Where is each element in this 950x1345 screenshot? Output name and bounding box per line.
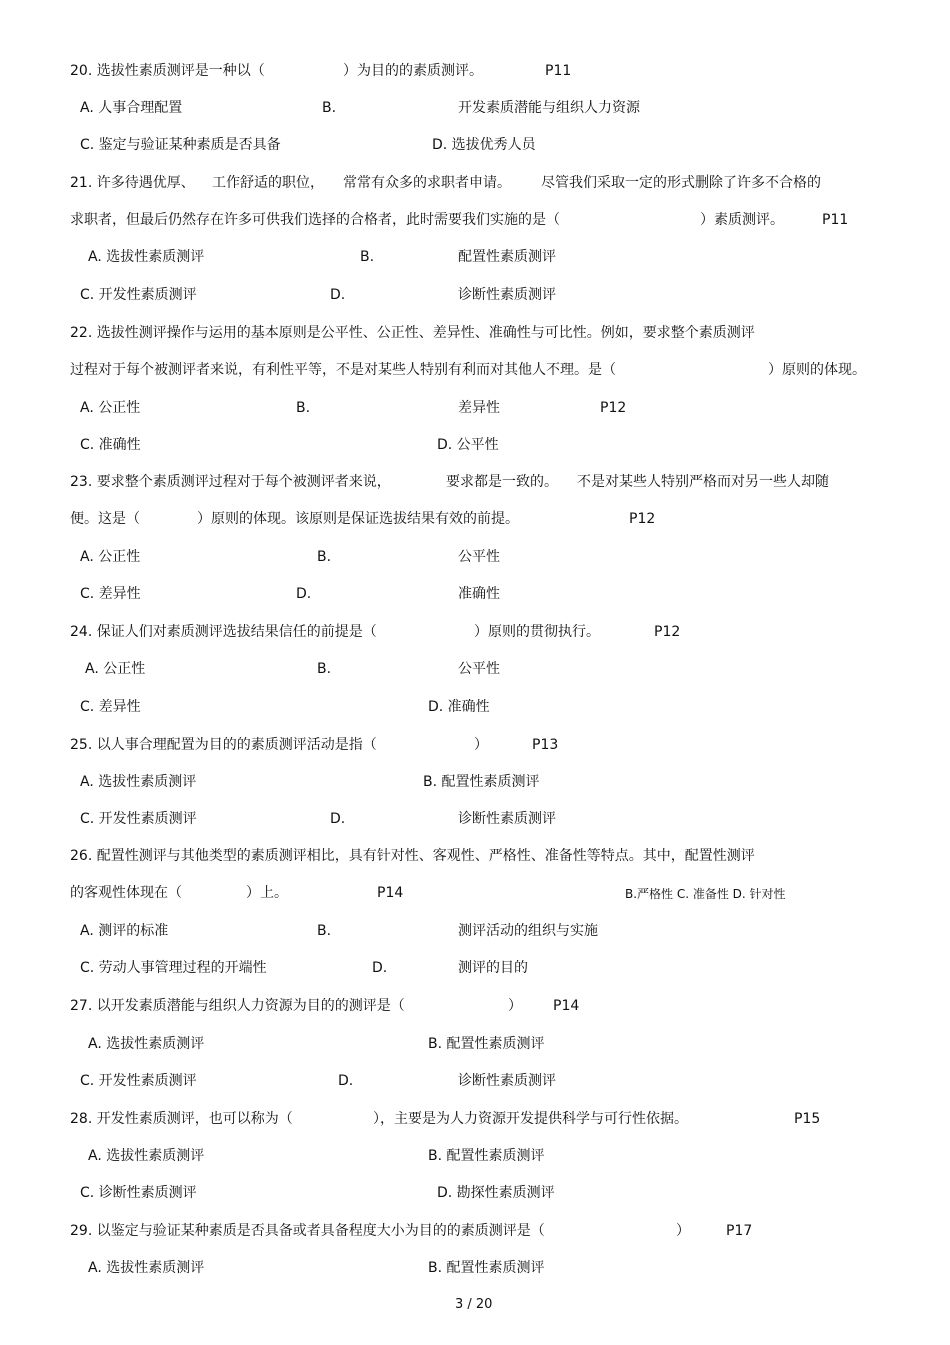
question-26-side-note: B.严格性 C. 准备性 D. 针对性 bbox=[625, 887, 786, 901]
question-26-option-d-label: D. bbox=[372, 960, 388, 976]
question-23-option-d: 准确性 bbox=[458, 586, 500, 602]
question-22-option-c: C. 准确性 bbox=[80, 437, 141, 453]
question-24-option-b-label: B. bbox=[317, 661, 332, 677]
question-29-stem-end: ） bbox=[676, 1223, 690, 1239]
question-28-option-b: B. 配置性素质测评 bbox=[428, 1148, 545, 1164]
question-22-stem-line2-end: ）原则的体现。 bbox=[768, 362, 866, 378]
question-23-stem-line2-end: ）原则的体现。该原则是保证选拔结果有效的前提。 bbox=[197, 511, 519, 527]
question-20-stem-end: ）为目的的素质测评。 bbox=[343, 63, 483, 79]
question-23-stem-line2: 便。这是（ bbox=[70, 511, 140, 527]
question-20-page-ref: P11 bbox=[545, 63, 572, 79]
question-21-stem-part1: 21. 许多待遇优厚、 bbox=[70, 175, 195, 191]
question-25-page-ref: P13 bbox=[532, 737, 559, 753]
question-21-stem-line2-end: ）素质测评。 bbox=[700, 212, 784, 228]
question-22-option-d: D. 公平性 bbox=[437, 437, 499, 453]
question-26-stem-line2: 的客观性体现在（ bbox=[70, 885, 182, 901]
question-23-page-ref: P12 bbox=[629, 511, 656, 527]
question-25-stem-end: ） bbox=[474, 737, 488, 753]
question-20-stem: 20. 选拔性素质测评是一种以（ bbox=[70, 63, 265, 79]
question-28-option-c: C. 诊断性素质测评 bbox=[80, 1185, 197, 1201]
question-26-option-a: A. 测评的标准 bbox=[80, 923, 169, 939]
question-27-option-d-label: D. bbox=[338, 1073, 354, 1089]
question-26-option-c: C. 劳动人事管理过程的开端性 bbox=[80, 960, 267, 976]
question-26-stem: 26. 配置性测评与其他类型的素质测评相比，具有针对性、客观性、严格性、准备性等特点。其中，配置性测评 bbox=[70, 848, 755, 864]
question-23-option-b: 公平性 bbox=[458, 549, 500, 565]
question-29-page-ref: P17 bbox=[726, 1223, 753, 1239]
question-27-option-d: 诊断性素质测评 bbox=[458, 1073, 556, 1089]
question-29-option-a: A. 选拔性素质测评 bbox=[88, 1260, 205, 1276]
question-22-stem-line2: 过程对于每个被测评者来说，有利性平等，不是对某些人特别有利而对其他人不理。是（ bbox=[70, 362, 616, 378]
question-27-stem-end: ） bbox=[508, 998, 522, 1014]
question-23-option-d-label: D. bbox=[296, 586, 312, 602]
question-26-option-b-label: B. bbox=[317, 923, 332, 939]
question-24-option-d: D. 准确性 bbox=[428, 699, 490, 715]
question-29-option-b: B. 配置性素质测评 bbox=[428, 1260, 545, 1276]
question-21-stem-part4: 尽管我们采取一定的形式删除了许多不合格的 bbox=[541, 175, 821, 191]
question-28-stem-end: ），主要是为人力资源开发提供科学与可行性依据。 bbox=[373, 1111, 688, 1127]
question-23-stem-part2: 要求都是一致的。 bbox=[446, 474, 558, 490]
question-24-stem-end: ）原则的贯彻执行。 bbox=[474, 624, 600, 640]
question-25-option-b: B. 配置性素质测评 bbox=[423, 774, 540, 790]
question-27-option-c: C. 开发性素质测评 bbox=[80, 1073, 197, 1089]
question-27-option-a: A. 选拔性素质测评 bbox=[88, 1036, 205, 1052]
question-23-option-c: C. 差异性 bbox=[80, 586, 141, 602]
question-25-option-d: 诊断性素质测评 bbox=[458, 811, 556, 827]
question-24-option-c: C. 差异性 bbox=[80, 699, 141, 715]
question-28-stem: 28. 开发性素质测评，也可以称为（ bbox=[70, 1111, 293, 1127]
question-22-page-ref: P12 bbox=[600, 400, 627, 416]
question-20-option-d: D. 选拔优秀人员 bbox=[432, 137, 536, 153]
question-23-stem-part3: 不是对某些人特别严格而对另一些人却随 bbox=[577, 474, 829, 490]
question-28-option-a: A. 选拔性素质测评 bbox=[88, 1148, 205, 1164]
question-26-stem-line2-end: ）上。 bbox=[246, 885, 288, 901]
question-24-option-a: A. 公正性 bbox=[85, 661, 146, 677]
question-23-option-b-label: B. bbox=[317, 549, 332, 565]
question-21-stem-line2: 求职者，但最后仍然存在许多可供我们选择的合格者，此时需要我们实施的是（ bbox=[70, 212, 560, 228]
question-20-option-b-label: B. bbox=[322, 100, 337, 116]
question-22-stem: 22. 选拔性测评操作与运用的基本原则是公平性、公正性、差异性、准确性与可比性。例如，要求整个素质测评 bbox=[70, 325, 755, 341]
question-25-option-d-label: D. bbox=[330, 811, 346, 827]
question-24-page-ref: P12 bbox=[654, 624, 681, 640]
question-21-option-c: C. 开发性素质测评 bbox=[80, 287, 197, 303]
question-21-option-b-label: B. bbox=[360, 249, 375, 265]
question-20-option-b: 开发素质潜能与组织人力资源 bbox=[458, 100, 640, 116]
question-27-page-ref: P14 bbox=[553, 998, 580, 1014]
question-28-page-ref: P15 bbox=[794, 1111, 821, 1127]
question-21-page-ref: P11 bbox=[822, 212, 849, 228]
question-21-option-b: 配置性素质测评 bbox=[458, 249, 556, 265]
question-23-stem-part1: 23. 要求整个素质测评过程对于每个被测评者来说， bbox=[70, 474, 391, 490]
question-26-option-b: 测评活动的组织与实施 bbox=[458, 923, 598, 939]
question-21-option-d-label: D. bbox=[330, 287, 346, 303]
question-22-option-a: A. 公正性 bbox=[80, 400, 141, 416]
question-25-option-c: C. 开发性素质测评 bbox=[80, 811, 197, 827]
question-20-option-a: A. 人事合理配置 bbox=[80, 100, 183, 116]
question-23-option-a: A. 公正性 bbox=[80, 549, 141, 565]
question-29-stem: 29. 以鉴定与验证某种素质是否具备或者具备程度大小为目的的素质测评是（ bbox=[70, 1223, 545, 1239]
question-20-option-c: C. 鉴定与验证某种素质是否具备 bbox=[80, 137, 281, 153]
page-number: 3 / 20 bbox=[455, 1297, 493, 1312]
question-24-stem: 24. 保证人们对素质测评选拔结果信任的前提是（ bbox=[70, 624, 377, 640]
question-21-option-a: A. 选拔性素质测评 bbox=[88, 249, 205, 265]
question-21-option-d: 诊断性素质测评 bbox=[458, 287, 556, 303]
question-24-option-b: 公平性 bbox=[458, 661, 500, 677]
question-21-stem-part2: 工作舒适的职位， bbox=[212, 175, 324, 191]
question-22-option-b-label: B. bbox=[296, 400, 311, 416]
question-26-page-ref: P14 bbox=[377, 885, 404, 901]
question-27-stem: 27. 以开发素质潜能与组织人力资源为目的的测评是（ bbox=[70, 998, 405, 1014]
question-28-option-d: D. 勘探性素质测评 bbox=[437, 1185, 555, 1201]
question-21-stem-part3: 常常有众多的求职者申请。 bbox=[343, 175, 511, 191]
question-27-option-b: B. 配置性素质测评 bbox=[428, 1036, 545, 1052]
question-25-stem: 25. 以人事合理配置为目的的素质测评活动是指（ bbox=[70, 737, 377, 753]
question-26-option-d: 测评的目的 bbox=[458, 960, 528, 976]
question-25-option-a: A. 选拔性素质测评 bbox=[80, 774, 197, 790]
question-22-option-b: 差异性 bbox=[458, 400, 500, 416]
